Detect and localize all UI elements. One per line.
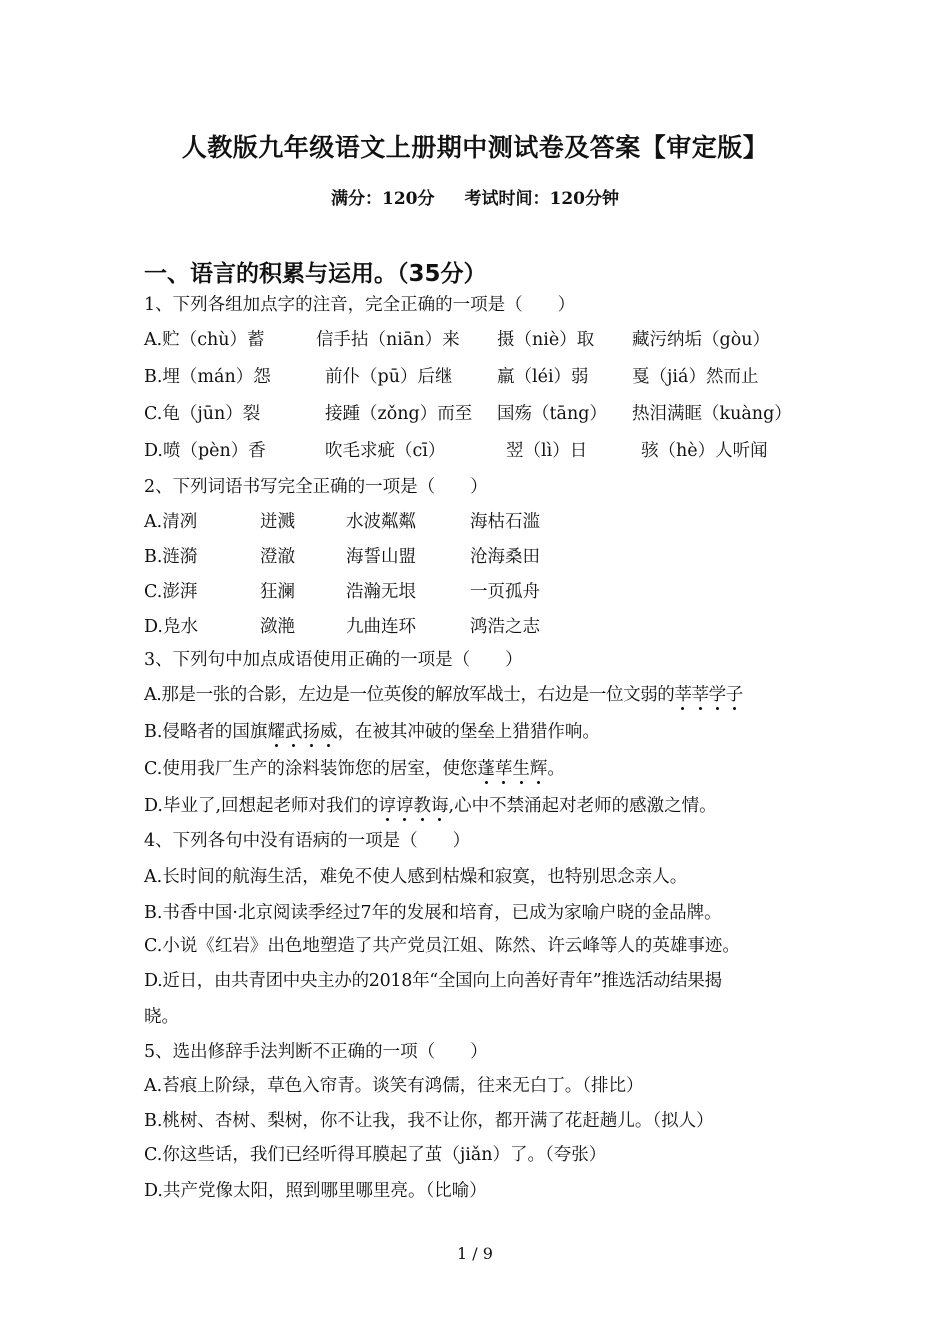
q1-b-3: 羸（léi）弱 [497,367,589,387]
q3-option-b [144,721,600,743]
q2-d-2: 潋滟 [260,617,295,637]
emphasis-char: 教 [413,796,432,816]
q4-stem: 4、下列各句中没有语病的一项是（ ） [144,831,471,851]
q3-d-idiom [379,796,449,816]
emphasis-char: 辉 [529,759,548,779]
emphasis-char: 学 [708,685,726,705]
q4-option-a: A.长时间的航海生活，难免不使人感到枯燥和寂寞，也特别思念亲人。 [144,867,688,887]
q4-option-c: C.小说《红岩》出色地塑造了共产党员江姐、陈然、许云峰等人的英雄事迹。 [144,936,740,956]
emphasis-char: 谆 [396,796,414,816]
q3-option-c [144,758,565,780]
q3-d-text: D.毕业了,回想起老师对我们的 [144,796,379,816]
q1-d-2: 吹毛求疵（cī） [325,441,446,461]
q3-option-a [144,684,743,706]
q1-d-4: 骇（hè）人听闻 [641,441,768,461]
q2-a-1: A.清冽 [144,512,198,532]
q1-a-2: 信手拈（niān）来 [316,330,460,350]
emphasis-char: 谆 [378,796,397,816]
q3-b-text: B.侵略者的国旗 [144,722,268,742]
q2-stem: 2、下列词语书写完全正确的一项是（ ） [144,477,488,497]
q3-b-idiom [267,722,337,742]
full-score: 满分：120分 [331,189,435,209]
q1-c-2: 接踵（zǒng）而至 [325,404,473,424]
q2-a-3: 水波粼粼 [346,512,416,532]
q1-a-4: 藏污纳垢（gòu） [632,330,771,350]
q1-a-1: A.贮（chù）蓄 [144,330,265,350]
q2-a-2: 迸溅 [260,512,295,532]
emphasis-char: 威 [319,722,338,742]
q1-c-3: 国殇（tāng） [497,404,607,424]
q1-stem: 1、下列各组加点字的注音，完全正确的一项是（ ） [144,295,576,315]
q2-d-4: 鸿浩之志 [470,617,540,637]
q3-b-text-end: ，在被其冲破的堡垒上猎猎作响。 [337,722,600,742]
section-heading: 一、语言的积累与运用。（35分） [144,261,487,287]
q1-d-1: D.喷（pèn）香 [144,441,266,461]
emphasis-char: 荜 [494,759,513,779]
q2-d-3: 九曲连环 [346,617,416,637]
q2-b-1: B.涟漪 [144,547,198,567]
emphasis-char: 莘 [674,685,692,705]
q2-d-1: D.凫水 [144,617,198,637]
q2-c-4: 一页孤舟 [470,582,540,602]
q1-b-1: B.埋（mán）怨 [144,367,271,387]
emphasis-char: 莘 [691,685,709,705]
q2-b-2: 澄澈 [260,547,295,567]
q1-d-3: 翌（lì）日 [506,441,588,461]
emphasis-char: 子 [725,685,743,705]
q1-b-2: 前仆（pū）后继 [325,367,453,387]
page-number: 1 / 9 [457,1244,493,1263]
q3-a-idiom [674,685,742,705]
q3-a-text: A.那是一张的合影，左边是一位英俊的解放军战士，右边是一位文弱的 [144,685,675,705]
q2-b-4: 沧海桑田 [470,547,540,567]
q3-d-text-end: ,心中不禁涌起对老师的感激之情。 [448,796,717,816]
q1-a-3: 摄（niè）取 [497,330,595,350]
exam-info [0,184,950,209]
q2-a-4: 海枯石滥 [470,512,540,532]
q2-b-3: 海誓山盟 [346,547,416,567]
emphasis-char: 蓬 [477,759,495,779]
q4-option-b: B.书香中国·北京阅读季经过7年的发展和培育，已成为家喻户晓的金品牌。 [144,903,722,923]
emphasis-char: 耀 [267,722,285,742]
emphasis-char: 诲 [431,796,449,816]
q3-c-idiom [477,759,547,779]
q5-stem: 5、选出修辞手法判断不正确的一项（ ） [144,1042,488,1062]
q1-b-4: 戛（jiá）然而止 [632,367,759,387]
q5-option-d: D.共产党像太阳，照到哪里哪里亮。（比喻） [144,1181,487,1201]
q3-option-d [144,795,717,817]
q2-c-3: 浩瀚无垠 [346,582,416,602]
q2-c-1: C.澎湃 [144,582,198,602]
page-title: 人教版九年级语文上册期中测试卷及答案【审定版】 [181,133,769,162]
q5-option-c: C.你这些话，我们已经听得耳膜起了茧（jiǎn）了。（夸张） [144,1145,607,1165]
q1-c-1: C.龟（jūn）裂 [144,404,261,424]
q3-stem: 3、下列句中加点成语使用正确的一项是（ ） [144,650,523,670]
emphasis-char: 扬 [302,722,320,742]
q5-option-a: A.苔痕上阶绿，草色入帘青。谈笑有鸿儒，往来无白丁。（排比） [144,1076,644,1096]
q4-option-d-cont: 晓。 [144,1007,179,1027]
exam-time: 考试时间：120分钟 [464,189,619,209]
q3-c-text-end: 。 [547,759,565,779]
emphasis-char: 武 [284,722,303,742]
q3-c-text: C.使用我厂生产的涂料装饰您的居室，使您 [144,759,478,779]
emphasis-char: 生 [512,759,530,779]
q4-option-d: D.近日，由共青团中央主办的2018年“全国向上向善好青年”推选活动结果揭 [144,971,722,991]
q2-c-2: 狂澜 [260,582,295,602]
q1-c-4: 热泪满眶（kuàng） [632,404,792,424]
q5-option-b: B.桃树、杏树、梨树，你不让我，我不让你，都开满了花赶趟儿。（拟人） [144,1111,714,1131]
